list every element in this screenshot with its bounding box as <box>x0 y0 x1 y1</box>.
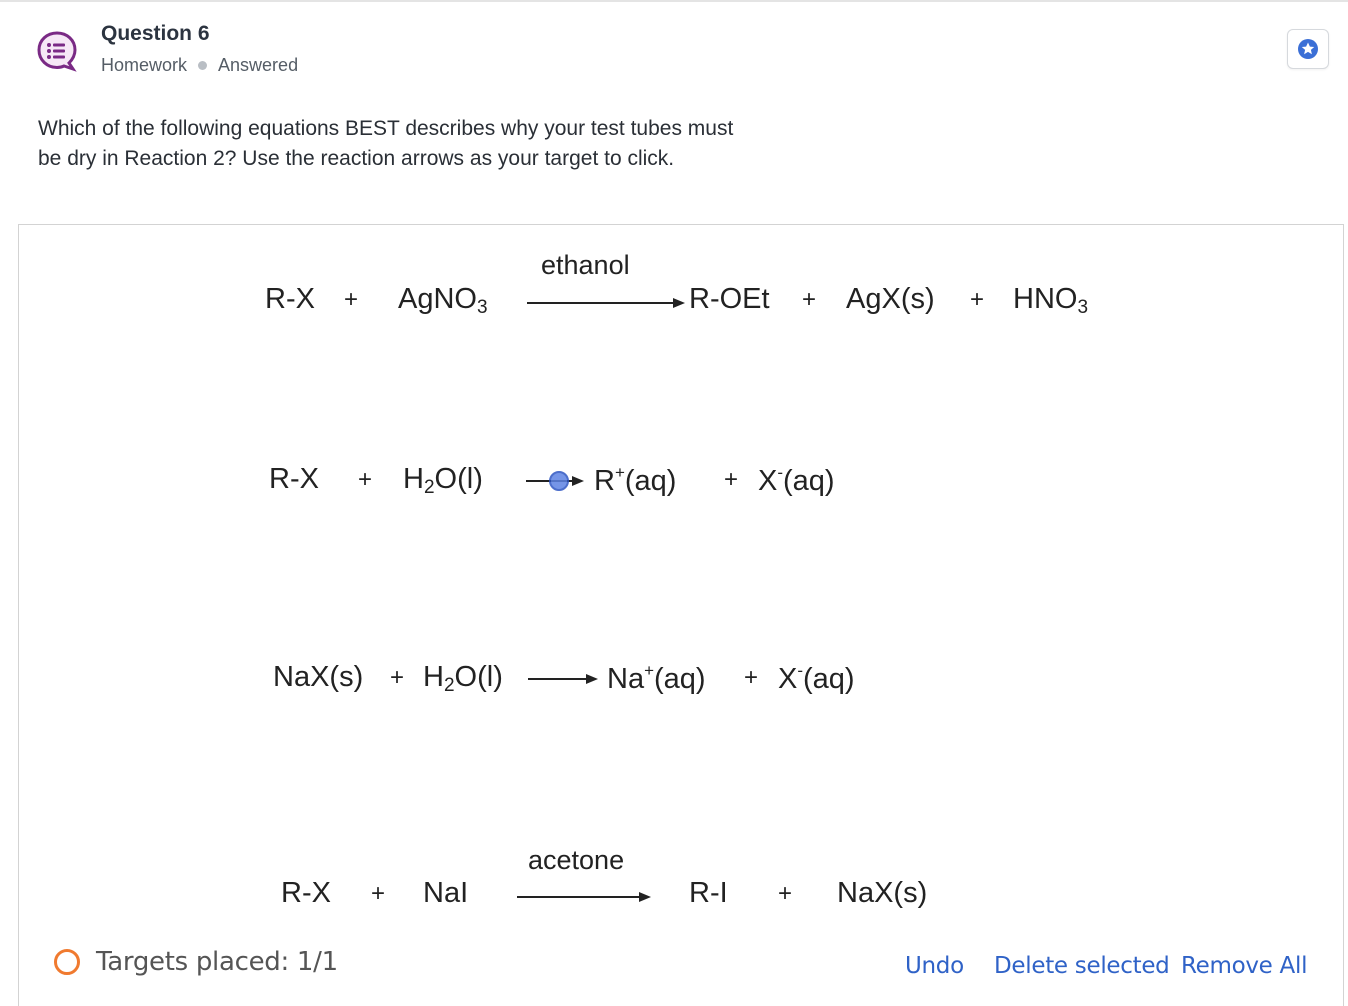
eq2-product-2: X-(aq) <box>758 463 835 497</box>
eq4-reactant-2: NaI <box>423 877 469 909</box>
eq2-reactant-1: R-X <box>269 463 319 495</box>
eq4-product-2: NaX(s) <box>837 877 928 909</box>
eq2-reactant-2: $H_2O(l)$ <box>403 463 483 498</box>
placed-target-marker[interactable] <box>549 471 569 491</box>
eq1-product-3: $HNO_3$ <box>1013 283 1089 318</box>
eq4-plus-1: + <box>371 880 386 907</box>
hotspot-image-area[interactable] <box>18 224 1344 1006</box>
targets-placed-label: Targets placed: 1/1 <box>96 947 338 977</box>
eq1-plus-3: + <box>970 286 985 313</box>
delete-selected-button[interactable]: Delete selected <box>994 953 1170 979</box>
question-title: Question 6 <box>101 22 210 45</box>
eq1-plus-2: + <box>802 286 817 313</box>
eq3-product-2: X-(aq) <box>778 661 855 695</box>
star-icon <box>1297 38 1319 60</box>
eq2-plus-2: + <box>724 466 739 493</box>
eq4-reactant-1: R-X <box>281 877 331 909</box>
equation-1[interactable] <box>265 250 1125 369</box>
eq1-product-1: R-OEt <box>689 283 770 315</box>
question-category: Homework <box>101 55 188 75</box>
eq1-reaction-arrow[interactable] <box>527 297 687 309</box>
eq2-product-1: R+(aq) <box>594 463 677 497</box>
top-divider <box>0 0 1348 2</box>
prompt-line-2: be dry in Reaction 2? Use the reaction arrows as your target to click. <box>38 147 675 170</box>
question-status: Answered <box>218 55 299 75</box>
eq4-plus-2: + <box>778 880 793 907</box>
undo-button[interactable]: Undo <box>905 953 964 979</box>
prompt-line-1: Which of the following equations BEST describes why your test tubes must <box>38 117 734 140</box>
eq4-product-1: R-I <box>689 877 728 909</box>
targets-status <box>54 947 338 977</box>
eq3-reactant-1: NaX(s) <box>273 661 364 693</box>
eq2-plus-1: + <box>358 466 373 493</box>
equation-2[interactable] <box>269 461 869 511</box>
eq4-condition: acetone <box>528 845 625 875</box>
question-chat-icon <box>36 30 78 72</box>
question-prompt <box>38 114 838 174</box>
equation-4[interactable] <box>281 845 981 947</box>
eq3-plus-1: + <box>390 664 405 691</box>
flag-question-button[interactable] <box>1287 29 1329 69</box>
eq3-product-1: Na+(aq) <box>607 661 706 695</box>
eq3-reactant-2: $H_2O(l)$ <box>423 661 503 696</box>
meta-separator-dot <box>198 61 207 70</box>
eq1-condition: ethanol <box>541 250 630 280</box>
target-ring-icon <box>54 949 80 975</box>
remove-all-button[interactable]: Remove All <box>1181 953 1308 979</box>
eq1-reactant-1: R-X <box>265 283 315 315</box>
eq4-reaction-arrow[interactable] <box>517 891 653 903</box>
eq3-plus-2: + <box>744 664 759 691</box>
eq1-reactant-2: AgNO$_3$ <box>398 283 488 318</box>
eq1-plus-1: + <box>344 286 359 313</box>
eq3-reaction-arrow[interactable] <box>528 673 600 685</box>
question-meta <box>101 55 298 76</box>
eq1-product-2: AgX(s) <box>846 283 935 315</box>
equation-3[interactable] <box>273 659 893 709</box>
